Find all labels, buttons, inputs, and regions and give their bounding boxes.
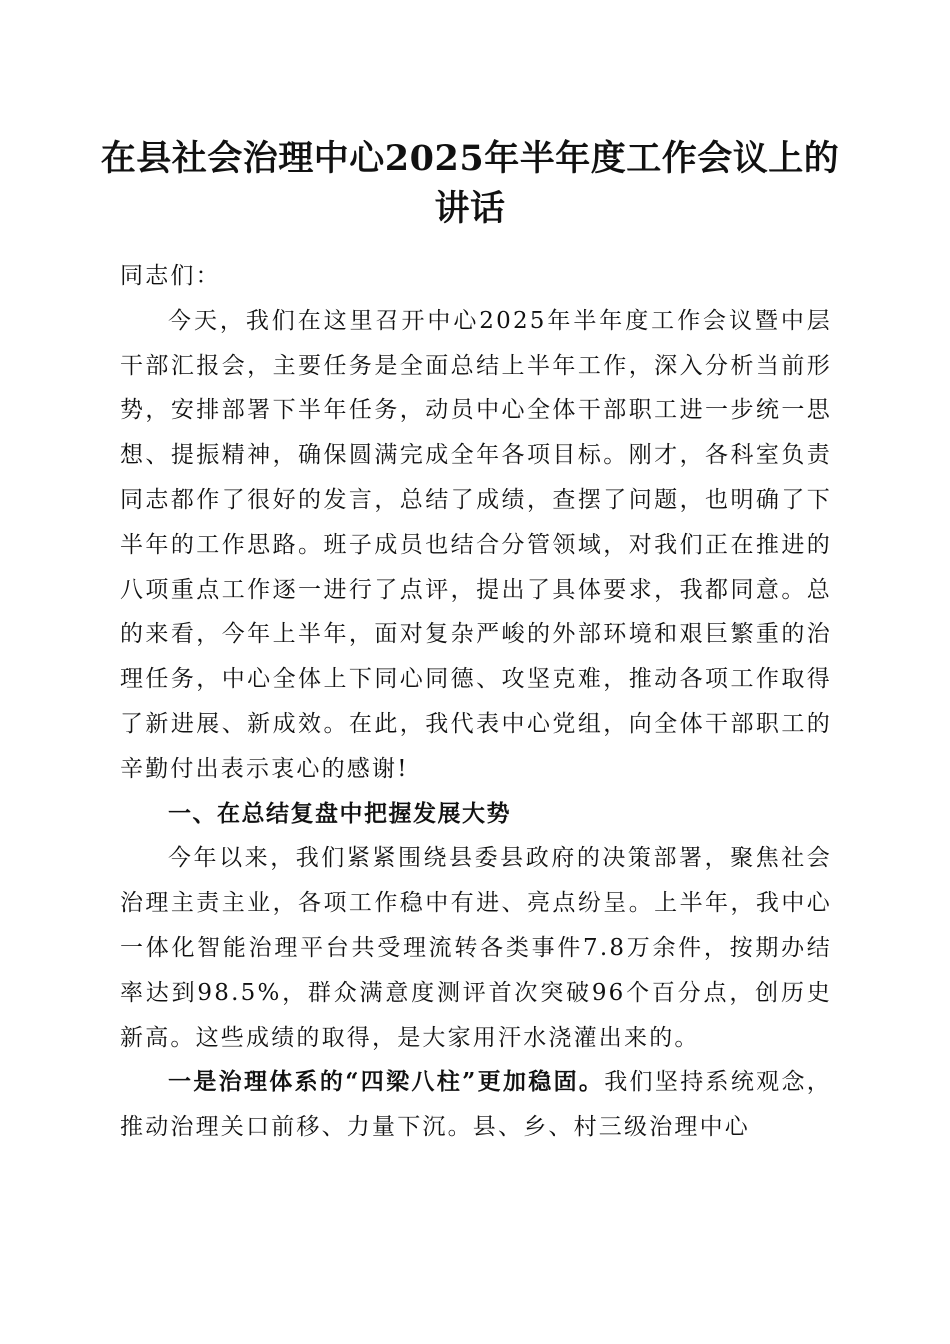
point-one-text: 我们坚持系统观念，推动治理关口前移、力量下沉。县、乡、村三级治理中心 [120,1069,832,1141]
document-title: 在县社会治理中心2025年半年度工作会议上的讲话 [100,138,840,229]
paragraph-point-one [120,1060,832,1150]
salutation: 同志们： [120,263,221,289]
section-heading-1: 一、在总结复盘中把握发展大势 [168,800,511,827]
paragraph-opening: 今天，我们在这里召开中心2025年半年度工作会议暨中层干部汇报会，主要任务是全面总结上半年工作，深入分析当前形势，安排部署下半年任务，动员中心全体干部职工进一步统一思想、提振精神，确保圆满完成全年各项目标。刚才，各科室负责同志都作了很好的发言，总结了成绩，查摆了问题，也明确了下半年的工作思路。班子成员也结合分管领域，对我们正在推进的八项重点工作逐一进行了点评，提出了具体要求，我都同意。总的来看，今年上半年，面对复杂严峻的外部环境和艰巨繁重的治理任务，中心全体上下同心同德、攻坚克难，推动各项工作取得了新进展、新成效。在此，我代表中心党组，向全体干部职工的辛勤付出表示衷心的感谢! [120,307,832,782]
paragraph-achievements: 今年以来，我们紧紧围绕县委县政府的决策部署，聚焦社会治理主责主业，各项工作稳中有进、亮点纷呈。上半年，我中心一体化智能治理平台共受理流转各类事件7.8万余件，按期办结率达到98.5%，群众满意度测评首次突破96个百分点，创历史新高。这些成绩的取得，是大家用汗水浇灌出来的。 [120,845,832,1051]
document-body [120,254,832,1150]
point-one-lead: 一是治理体系的“四梁八柱”更加稳固。 [168,1068,605,1096]
